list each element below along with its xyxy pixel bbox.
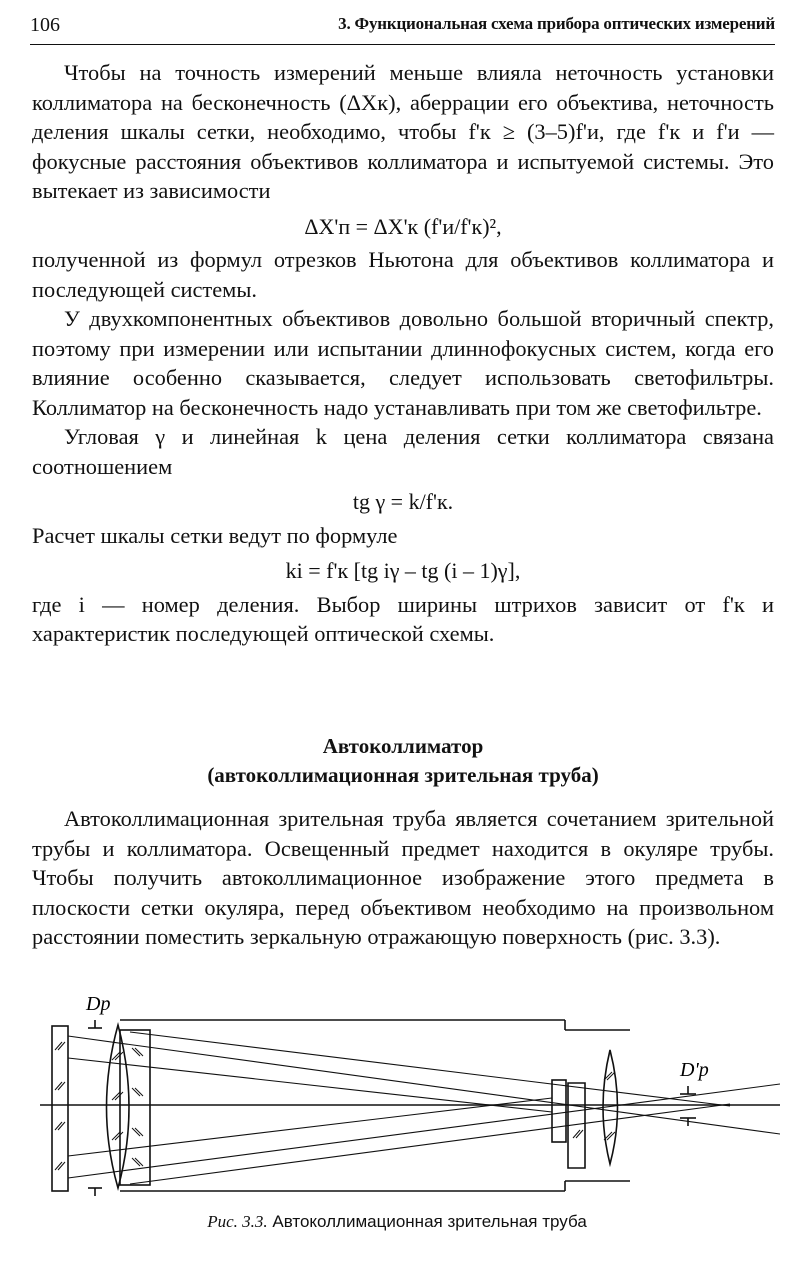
header-rule (30, 44, 775, 45)
paragraph-3: У двухкомпонентных объективов довольно большой вторичный спектр, поэтому при измерении или испытании длиннофокусных систем, когда его влияние особенно сказывается, следует использовать светофильтры. Коллиматор на бесконечность надо устанавливать при том же светофильтре. (32, 306, 774, 420)
paragraph-6: где i — номер деления. Выбор ширины штрихов зависит от f'к и характеристик последующей оптической схемы. (32, 591, 774, 646)
formula-tg: tg γ = k/f'к. (352, 489, 454, 514)
page-header (30, 6, 775, 40)
ray-bundle (68, 1032, 780, 1184)
paragraph-1: Чтобы на точность измерений меньше влияла неточность установки коллиматора на бесконечность (ΔXк), аберрации его объектива, неточность деления шкалы сетки, необходимо, чтобы f'к ≥ (3–5)f'и, где f'к и f'и — фокусные расстояния объективов коллиматора и испытуемой системы. Это вытекает из зависимости (32, 60, 774, 203)
figure-caption (0, 1212, 794, 1232)
paragraph-5: Расчет шкалы сетки ведут по формуле (32, 522, 398, 548)
paragraph-4: Угловая γ и линейная k цена деления сетки коллиматора связана соотношением (32, 424, 774, 479)
reticle-plate (552, 1080, 566, 1142)
section-paragraph-1: Автоколлимационная зрительная труба является сочетанием зрительной трубы и коллиматора. Освещенный предмет находится в окуляре трубы. Чтобы получить автоколлимационное изображение этого предмета в плоскости сетки окуляра, перед объективом необходимо на произвольном расстоянии поместить зеркальную отражающую поверхность (рис. 3.3). (32, 806, 774, 949)
label-dp-prime: D'р (680, 1059, 709, 1081)
body-text-section (32, 804, 774, 952)
section-heading (32, 732, 774, 790)
body-text-top (32, 58, 774, 649)
paragraph-2: полученной из формул отрезков Ньютона для объективов коллиматора и последующей системы. (32, 247, 774, 302)
mirror-plate (52, 1026, 68, 1191)
page-number: 106 (30, 14, 60, 36)
section-title-line2: (автоколлимационная зрительная труба) (207, 763, 599, 787)
caption-text: Автоколлимационная зрительная труба (272, 1212, 587, 1231)
formula-newton: ΔX'п = ΔX'к (f'и/f'к)², (304, 213, 502, 239)
chapter-title: 3. Функциональная схема прибора оптических измерений (338, 14, 775, 33)
hatch-marks (55, 1042, 615, 1170)
caption-label: Рис. 3.3. (207, 1212, 268, 1231)
objective-lens (107, 1025, 130, 1188)
autocollimator-diagram (40, 988, 780, 1203)
formula-scale: ki = f'к [tg iγ – tg (i – 1)γ], (285, 558, 521, 583)
label-dp: Dр (86, 993, 111, 1015)
section-title-line1: Автоколлиматор (322, 734, 484, 758)
